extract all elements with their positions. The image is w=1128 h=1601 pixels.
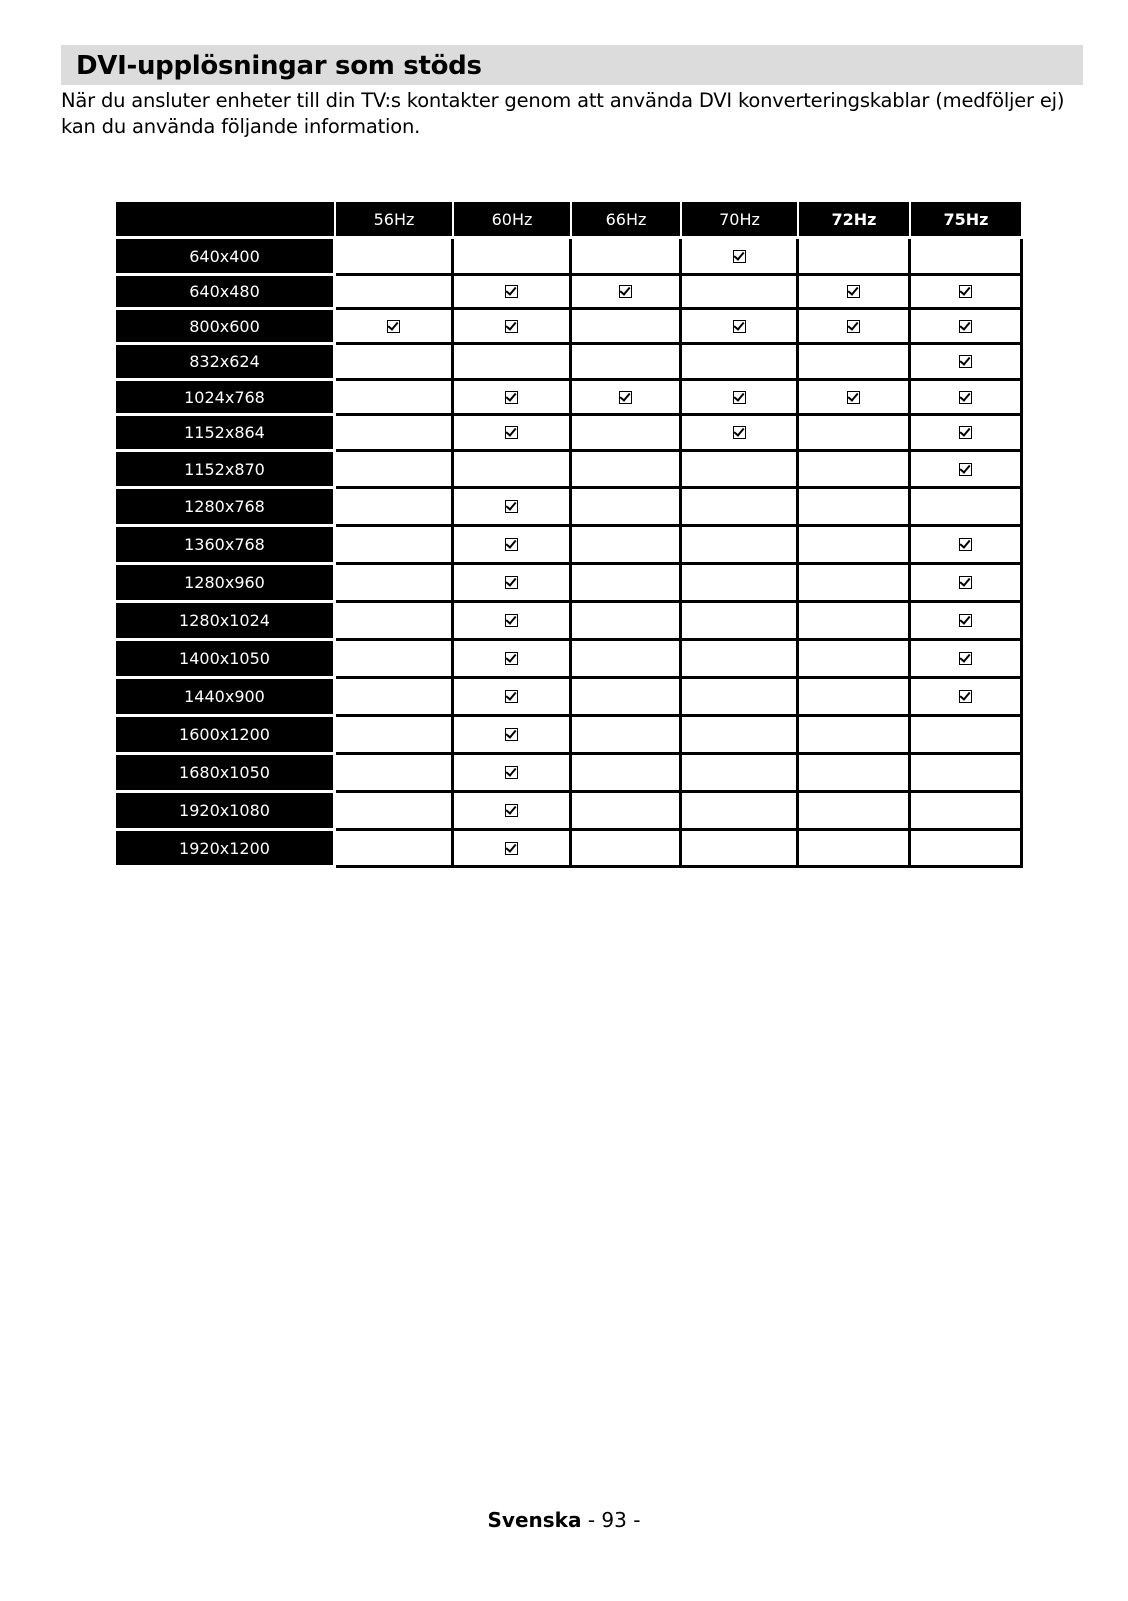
- table-cell: [682, 641, 799, 679]
- table-cell: [911, 310, 1023, 345]
- intro-paragraph: När du ansluter enheter till din TV:s kontakter genom att använda DVI konverteringskablar (medföljer ej) kan du använda följande information.: [61, 89, 1065, 138]
- table-cell: [911, 416, 1023, 452]
- checkbox-checked-icon: [619, 391, 632, 404]
- table-cell: [336, 381, 454, 416]
- checkbox-checked-icon: [505, 804, 518, 817]
- table-cell: [454, 310, 572, 345]
- table-cell: [799, 679, 911, 717]
- column-header: 60Hz: [454, 202, 572, 239]
- table-cell: [336, 489, 454, 527]
- table-cell: [911, 452, 1023, 489]
- table-cell: [682, 565, 799, 603]
- table-cell: [336, 717, 454, 755]
- checkbox-checked-icon: [733, 426, 746, 439]
- table-cell: [572, 831, 682, 868]
- table-cell: [682, 381, 799, 416]
- table-cell: [454, 239, 572, 276]
- row-label: 1280x960: [116, 565, 336, 603]
- table-cell: [682, 717, 799, 755]
- table-cell: [336, 527, 454, 565]
- table-cell: [799, 489, 911, 527]
- table-cell: [799, 416, 911, 452]
- checkbox-checked-icon: [505, 690, 518, 703]
- table-cell: [454, 755, 572, 793]
- table-cell: [572, 527, 682, 565]
- table-cell: [336, 452, 454, 489]
- table-cell: [572, 565, 682, 603]
- checkbox-checked-icon: [505, 728, 518, 741]
- table-cell: [799, 239, 911, 276]
- table-cell: [336, 276, 454, 310]
- row-label: 1024x768: [116, 381, 336, 416]
- table-cell: [682, 755, 799, 793]
- table-cell: [454, 679, 572, 717]
- table-cell: [799, 452, 911, 489]
- table-cell: [682, 603, 799, 641]
- row-label: 832x624: [116, 345, 336, 381]
- table-cell: [911, 793, 1023, 831]
- row-label: 1280x768: [116, 489, 336, 527]
- table-cell: [336, 793, 454, 831]
- checkbox-checked-icon: [505, 426, 518, 439]
- footer-language: Svenska: [487, 1508, 582, 1532]
- checkbox-checked-icon: [847, 285, 860, 298]
- checkbox-checked-icon: [959, 320, 972, 333]
- table-cell: [799, 345, 911, 381]
- table-cell: [572, 416, 682, 452]
- row-label: 1280x1024: [116, 603, 336, 641]
- checkbox-checked-icon: [959, 285, 972, 298]
- page-footer: [0, 1508, 1128, 1532]
- table-cell: [572, 489, 682, 527]
- table-cell: [682, 489, 799, 527]
- row-label: 800x600: [116, 310, 336, 345]
- table-cell: [572, 239, 682, 276]
- checkbox-checked-icon: [959, 538, 972, 551]
- table-cell: [799, 381, 911, 416]
- table-cell: [911, 717, 1023, 755]
- table-cell: [682, 416, 799, 452]
- table-cell: [682, 345, 799, 381]
- table-cell: [799, 793, 911, 831]
- table-cell: [799, 310, 911, 345]
- table-cell: [799, 717, 911, 755]
- checkbox-checked-icon: [505, 614, 518, 627]
- table-cell: [454, 603, 572, 641]
- checkbox-checked-icon: [505, 320, 518, 333]
- table-cell: [572, 717, 682, 755]
- table-cell: [454, 527, 572, 565]
- checkbox-checked-icon: [505, 391, 518, 404]
- table-cell: [799, 603, 911, 641]
- section-title-bar: [61, 45, 1083, 85]
- table-cell: [799, 831, 911, 868]
- table-cell: [572, 310, 682, 345]
- table-cell: [572, 793, 682, 831]
- table-cell: [454, 416, 572, 452]
- table-cell: [336, 603, 454, 641]
- checkbox-checked-icon: [505, 842, 518, 855]
- table-cell: [682, 793, 799, 831]
- checkbox-checked-icon: [505, 500, 518, 513]
- checkbox-checked-icon: [387, 320, 400, 333]
- checkbox-checked-icon: [959, 690, 972, 703]
- table-cell: [911, 276, 1023, 310]
- table-cell: [454, 452, 572, 489]
- checkbox-checked-icon: [959, 426, 972, 439]
- table-cell: [336, 565, 454, 603]
- table-cell: [336, 679, 454, 717]
- table-cell: [911, 641, 1023, 679]
- table-cell: [336, 310, 454, 345]
- column-header: 72Hz: [799, 202, 911, 239]
- page-title: DVI-upplösningar som stöds: [76, 51, 482, 81]
- checkbox-checked-icon: [733, 250, 746, 263]
- column-header: 75Hz: [911, 202, 1023, 239]
- footer-page-number: - 93 -: [587, 1508, 641, 1532]
- table-cell: [454, 641, 572, 679]
- checkbox-checked-icon: [959, 463, 972, 476]
- table-cell: [799, 755, 911, 793]
- row-label: 1440x900: [116, 679, 336, 717]
- checkbox-checked-icon: [959, 391, 972, 404]
- table-cell: [911, 831, 1023, 868]
- table-cell: [454, 276, 572, 310]
- row-label: 640x400: [116, 239, 336, 276]
- checkbox-checked-icon: [505, 576, 518, 589]
- table-cell: [911, 381, 1023, 416]
- checkbox-checked-icon: [847, 320, 860, 333]
- table-cell: [454, 717, 572, 755]
- row-label: 1920x1200: [116, 831, 336, 868]
- table-cell: [454, 793, 572, 831]
- column-header: 70Hz: [682, 202, 799, 239]
- table-cell: [682, 831, 799, 868]
- checkbox-checked-icon: [505, 285, 518, 298]
- table-cell: [572, 641, 682, 679]
- column-header: 56Hz: [336, 202, 454, 239]
- table-cell: [911, 603, 1023, 641]
- table-cell: [682, 679, 799, 717]
- table-cell: [572, 603, 682, 641]
- table-cell: [911, 565, 1023, 603]
- table-corner: [116, 202, 336, 239]
- table-cell: [454, 381, 572, 416]
- checkbox-checked-icon: [959, 576, 972, 589]
- table-cell: [911, 679, 1023, 717]
- table-cell: [572, 345, 682, 381]
- checkbox-checked-icon: [959, 614, 972, 627]
- checkbox-checked-icon: [733, 391, 746, 404]
- row-label: 1680x1050: [116, 755, 336, 793]
- table-cell: [572, 276, 682, 310]
- table-cell: [336, 831, 454, 868]
- row-label: 1920x1080: [116, 793, 336, 831]
- row-label: 640x480: [116, 276, 336, 310]
- row-label: 1600x1200: [116, 717, 336, 755]
- table-cell: [682, 239, 799, 276]
- table-cell: [799, 276, 911, 310]
- table-cell: [454, 831, 572, 868]
- checkbox-checked-icon: [505, 766, 518, 779]
- table-cell: [572, 679, 682, 717]
- checkbox-checked-icon: [505, 538, 518, 551]
- table-cell: [682, 527, 799, 565]
- table-cell: [682, 452, 799, 489]
- table-cell: [799, 527, 911, 565]
- table-cell: [336, 641, 454, 679]
- resolution-table: [116, 202, 1023, 868]
- column-header: 66Hz: [572, 202, 682, 239]
- table-cell: [454, 489, 572, 527]
- row-label: 1360x768: [116, 527, 336, 565]
- checkbox-checked-icon: [619, 285, 632, 298]
- table-cell: [572, 381, 682, 416]
- checkbox-checked-icon: [959, 652, 972, 665]
- resolution-grid: [116, 202, 1023, 868]
- checkbox-checked-icon: [505, 652, 518, 665]
- table-cell: [911, 489, 1023, 527]
- table-cell: [572, 452, 682, 489]
- table-cell: [799, 641, 911, 679]
- table-cell: [682, 276, 799, 310]
- table-cell: [911, 527, 1023, 565]
- table-cell: [572, 755, 682, 793]
- table-cell: [336, 755, 454, 793]
- table-cell: [454, 345, 572, 381]
- table-cell: [454, 565, 572, 603]
- table-cell: [799, 565, 911, 603]
- table-cell: [911, 239, 1023, 276]
- table-cell: [336, 239, 454, 276]
- checkbox-checked-icon: [847, 391, 860, 404]
- table-cell: [336, 416, 454, 452]
- table-cell: [336, 345, 454, 381]
- checkbox-checked-icon: [959, 355, 972, 368]
- row-label: 1400x1050: [116, 641, 336, 679]
- table-cell: [682, 310, 799, 345]
- table-cell: [911, 345, 1023, 381]
- row-label: 1152x864: [116, 416, 336, 452]
- table-cell: [911, 755, 1023, 793]
- row-label: 1152x870: [116, 452, 336, 489]
- checkbox-checked-icon: [733, 320, 746, 333]
